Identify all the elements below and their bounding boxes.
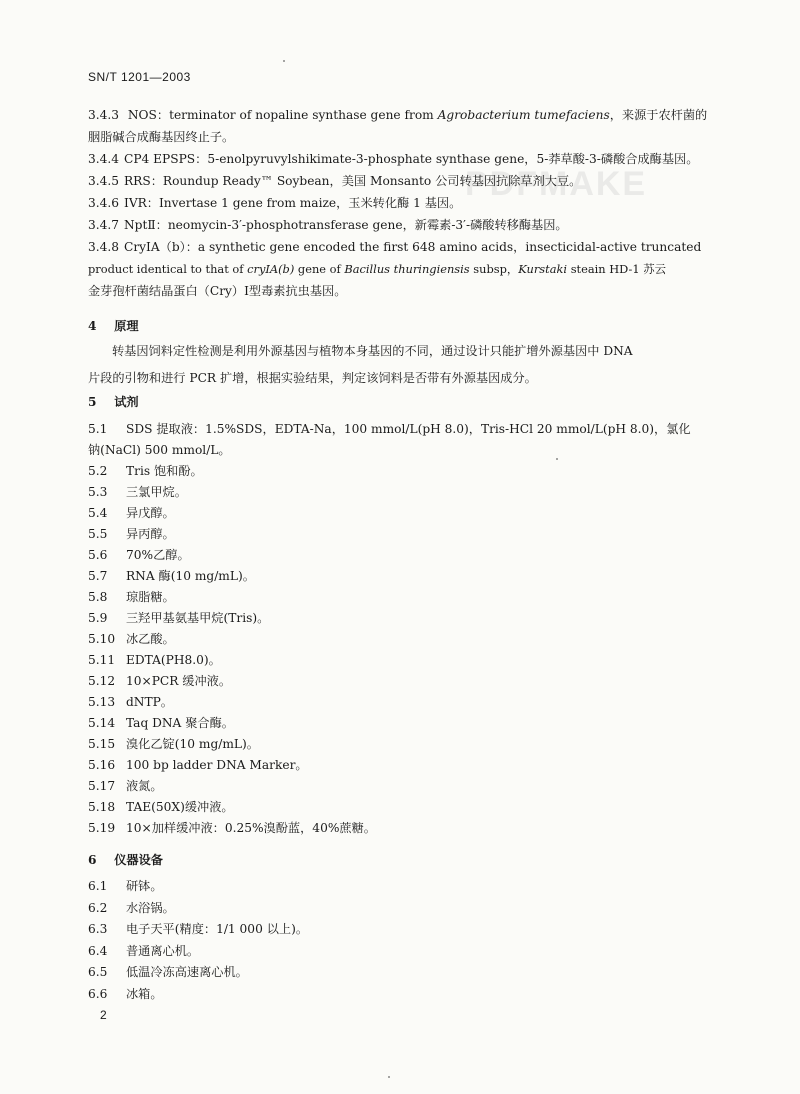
list-item [88,607,708,629]
definition-3-4-6 [88,192,708,214]
list-item-number: 5.7 [88,569,108,583]
section-5-heading [88,391,139,413]
list-item-number: 6.4 [88,943,108,958]
list-item [88,918,708,940]
list-item-text: 低温冷冻高速离心机。 [126,965,248,980]
list-item-number: 5.19 [88,821,116,835]
section-title: 试剂 [114,395,139,409]
list-item [88,940,708,962]
list-item-text: 研钵。 [126,879,163,893]
clause-text: NOS：terminator of nopaline synthase gene from [127,108,438,122]
list-item-number: 5.2 [88,464,108,478]
list-item-number: 6.2 [88,900,108,915]
list-item-text: 电子天平(精度：1/1 000 以上)。 [126,922,309,937]
paragraph-text: 片段的引物和进行 PCR 扩增，根据实验结果，判定该饲料是否带有外源基因成分。 [88,371,537,385]
list-item-text: EDTA(PH8.0)。 [126,653,221,667]
list-item-text: TAE(50X)缓冲液。 [126,800,234,814]
standard-code-header: SN/T 1201—2003 [88,70,191,84]
clause-number: 3.4.8 [88,240,120,254]
clause-number: 3.4.5 [88,174,120,188]
list-item-number: 5.14 [88,716,116,730]
list-item-text: 70%乙醇。 [126,548,190,562]
list-item-number: 5.11 [88,653,116,667]
list-item-number: 5.16 [88,758,116,772]
clause-text-after: ，来源于农杆菌的 [609,108,708,122]
clause-text: CP4 EPSPS：5-enolpyruvylshikimate-3-phosphate synthase gene，5-莽草酸-3-磷酸合成酶基因。 [124,152,699,166]
list-item [88,418,708,440]
list-item-text: 冰乙酸。 [126,632,175,646]
list-item [88,775,708,797]
list-item-text: 异戊醇。 [126,506,175,520]
list-item-text: 溴化乙锭(10 mg/mL)。 [126,737,259,751]
clause-italic: Agrobacterium tumefaciens [437,108,610,122]
list-item-number: 5.18 [88,800,116,814]
list-item-text: 10×加样缓冲液：0.25%溴酚蓝，40%蔗糖。 [126,821,376,835]
list-item-number: 5.5 [88,527,108,541]
list-item [88,481,708,503]
list-item-number: 5.6 [88,548,108,562]
list-item [88,565,708,587]
list-item [88,754,708,776]
paragraph-text: 转基因饲料定性检测是利用外源基因与植物本身基因的不同，通过设计只能扩增外源基因中 DNA [112,344,633,358]
list-item-text: 三氯甲烷。 [126,485,187,499]
list-item-number: 5.13 [88,695,116,709]
definition-3-4-3 [88,104,708,126]
list-item-text: 水浴锅。 [126,900,175,915]
list-item [88,523,708,545]
clause-number: 3.4.7 [88,218,120,232]
clause-text: NptⅡ：neomycin-3′-phosphotransferase gene，新霉素-3′-磷酸转移酶基因。 [124,218,568,232]
list-item [88,628,708,650]
definition-3-4-8-continued-2 [88,280,708,302]
list-item [88,544,708,566]
list-item-number: 5.12 [88,674,116,688]
clause-italic: Bacillus thuringiensis [344,262,470,276]
list-item [88,712,708,734]
list-item-number: 5.10 [88,632,116,646]
list-item-text: 异丙醇。 [126,527,175,541]
list-item-text: dNTP。 [126,695,173,709]
clause-text: RRS：Roundup Ready™ Soybean，美国 Monsanto 公司转基因抗除草剂大豆。 [124,174,582,188]
clause-text-after: steain HD-1 苏云 [567,262,667,276]
list-item-number: 5.1 [88,422,108,436]
scan-speck [388,1076,390,1078]
scan-speck [556,458,558,460]
list-item [88,691,708,713]
clause-text: CryIA（b）：a synthetic gene encoded the first 648 amino acids，insecticidal-active truncated [124,240,702,254]
list-item-text: Taq DNA 聚合酶。 [126,716,234,730]
list-item [88,502,708,524]
list-item-number: 6.3 [88,922,108,937]
page-number: 2 [100,1008,107,1022]
watermark: PDFMAKE [465,165,648,203]
list-item [88,897,708,919]
list-item [88,875,708,897]
list-item [88,961,708,983]
clause-continuation: 金芽孢杆菌结晶蛋白（Cry）Ⅰ型毒素抗虫基因。 [88,284,347,298]
scan-speck [283,60,285,62]
definition-3-4-5 [88,170,708,192]
list-item [88,983,708,1005]
list-item [88,817,708,839]
definition-3-4-8-continued [88,258,708,280]
list-item [88,796,708,818]
section-title: 原理 [114,319,139,333]
definition-3-4-3-continued [88,126,708,148]
definition-3-4-7 [88,214,708,236]
list-item [88,586,708,608]
clause-continuation: product identical to that of [88,262,248,276]
section-number: 4 [88,319,97,333]
list-item-number: 6.6 [88,987,108,1001]
clause-number: 3.4.4 [88,152,120,166]
section-title: 仪器设备 [114,853,163,867]
section-4-paragraph [88,338,708,392]
list-item-number: 5.4 [88,506,108,520]
definition-3-4-8 [88,236,708,258]
list-item-text: 三羟甲基氨基甲烷(Tris)。 [126,611,270,625]
clause-italic: cryIA(b) [247,262,295,276]
list-item-continuation: 钠(NaCl) 500 mmol/L。 [88,443,231,457]
list-item-text: SDS 提取液：1.5%SDS，EDTA-Na，100 mmol/L(pH 8.0)，Tris-HCl 20 mmol/L(pH 8.0)，氯化 [126,422,691,436]
paragraph-line-1 [88,338,708,365]
list-item-number: 5.3 [88,485,108,499]
list-item-continued [88,439,708,461]
list-item-text: 100 bp ladder DNA Marker。 [126,758,308,772]
list-item-text: 琼脂糖。 [126,590,175,604]
list-item [88,733,708,755]
section-number: 5 [88,395,97,409]
list-item-text: 冰箱。 [126,987,163,1001]
clause-text-after: gene of [294,262,345,276]
list-item-number: 6.5 [88,965,108,980]
definition-3-4-4 [88,148,708,170]
list-item [88,670,708,692]
list-item-number: 5.17 [88,779,116,793]
clause-number: 3.4.3 [88,108,120,122]
clause-text: IVR：Invertase 1 gene from maize，玉米转化酶 1 基因。 [124,196,462,210]
list-item-text: 普通离心机。 [126,943,200,958]
section-4-heading [88,315,139,337]
section-number: 6 [88,853,97,867]
list-item [88,460,708,482]
clause-text-after: subsp， [469,262,519,276]
list-item-text: 液氮。 [126,779,163,793]
list-item-number: 5.9 [88,611,108,625]
paragraph-line-2 [88,365,708,392]
clause-italic: Kurstaki [518,262,568,276]
section-6-heading [88,849,163,871]
list-item-text: RNA 酶(10 mg/mL)。 [126,569,255,583]
clause-continuation: 胭脂碱合成酶基因终止子。 [88,130,235,144]
list-item-text: 10×PCR 缓冲液。 [126,674,232,688]
clause-number: 3.4.6 [88,196,120,210]
list-item-number: 5.15 [88,737,116,751]
list-item [88,649,708,671]
list-item-number: 5.8 [88,590,108,604]
list-item-text: Tris 饱和酚。 [126,464,203,478]
list-item-number: 6.1 [88,879,108,893]
